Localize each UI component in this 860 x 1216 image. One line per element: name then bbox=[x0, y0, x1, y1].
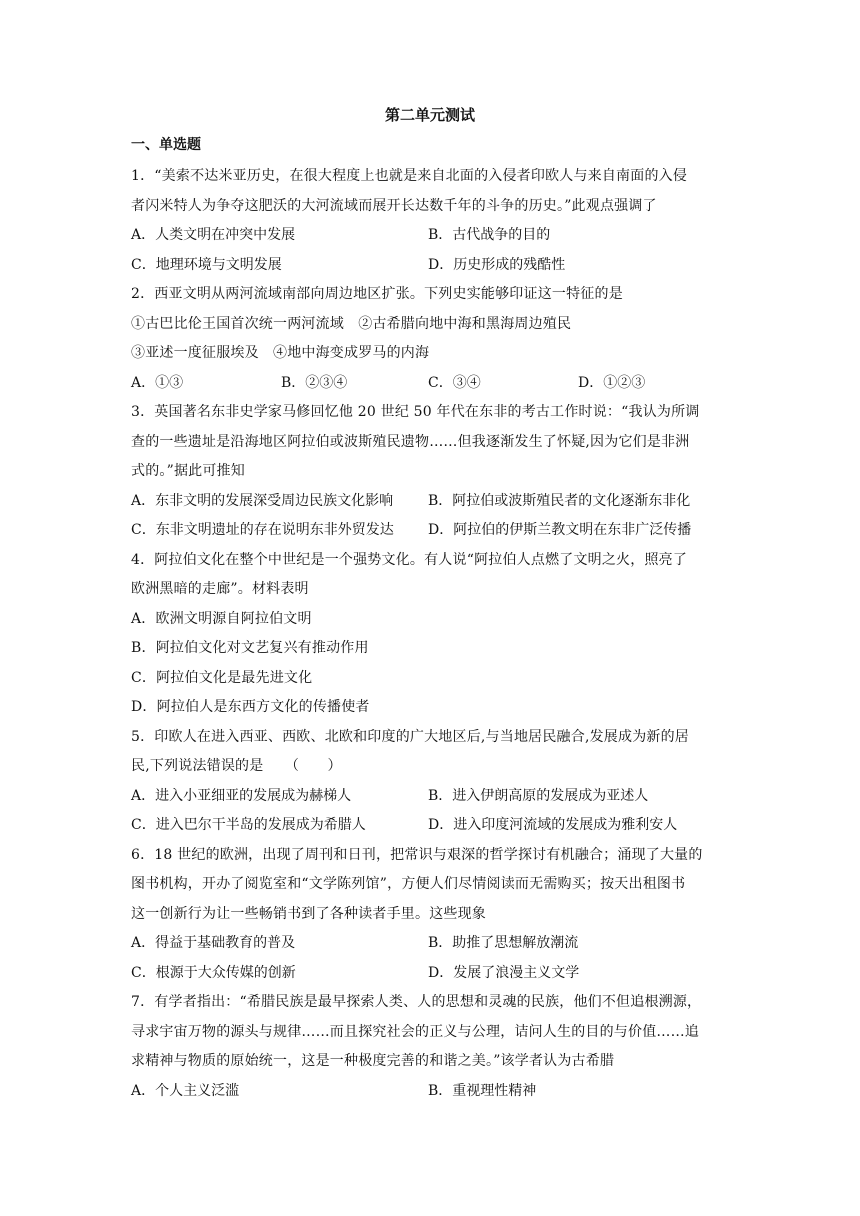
question-stem-line: 查的一些遗址是沿海地区阿拉伯或波斯殖民遗物……但我逐渐发生了怀疑,因为它们是非洲 bbox=[131, 433, 690, 450]
question-stem-line: ①古巴比伦王国首次统一两河流域 ②古希腊向地中海和黑海周边殖民 bbox=[131, 315, 572, 332]
option-a: A．欧洲文明源自阿拉伯文明 bbox=[131, 610, 312, 627]
question-stem-line: 图书机构，开办了阅览室和“文学陈列馆”，方便人们尽情阅读而无需购买；按天出租图书 bbox=[131, 876, 686, 892]
option-d: D．发展了浪漫主义文学 bbox=[428, 964, 580, 981]
question-stem-line: 这一创新行为让一些畅销书到了各种读者手里。这些现象 bbox=[131, 905, 486, 922]
option-d: D．历史形成的残酷性 bbox=[428, 256, 566, 273]
option-c: C．根源于大众传媒的创新 bbox=[131, 964, 296, 981]
option-b: B．助推了思想解放潮流 bbox=[428, 935, 579, 951]
option-b: B．②③④ bbox=[281, 374, 348, 391]
option-row bbox=[131, 251, 731, 281]
option-row bbox=[131, 929, 731, 959]
question-stem-line: 2．西亚文明从两河流域南部向周边地区扩张。下列史实能够印证这一特征的是 bbox=[131, 286, 623, 302]
question-stem-line: 欧洲黑暗的走廊”。材料表明 bbox=[131, 581, 309, 597]
question-stem-line: 者闪米特人为争夺这肥沃的大河流域而展开长达数千年的斗争的历史。”此观点强调了 bbox=[131, 197, 657, 214]
option-row bbox=[131, 1077, 731, 1107]
option-b: B．进入伊朗高原的发展成为亚述人 bbox=[428, 787, 649, 804]
option-c: C．进入巴尔干半岛的发展成为希腊人 bbox=[131, 817, 366, 833]
question-6 bbox=[131, 841, 731, 989]
question-stem-line: 寻求宇宙万物的源头与规律……而且探究社会的正义与公理，诘问人生的目的与价值……追 bbox=[131, 1023, 699, 1040]
question-stem-line: 式的。”据此可推知 bbox=[131, 463, 245, 479]
option-a: A．进入小亚细亚的发展成为赫梯人 bbox=[131, 787, 352, 804]
question-1 bbox=[131, 162, 731, 280]
question-stem-line: 4．阿拉伯文化在整个中世纪是一个强势文化。有人说“阿拉伯人点燃了文明之火，照亮了 bbox=[131, 551, 688, 568]
question-stem-line: 7．有学者指出：“希腊民族是最早探索人类、人的思想和灵魂的民族，他们不但追根溯源， bbox=[131, 994, 702, 1010]
question-stem-line: 6．18 世纪的欧洲，出现了周刊和日刊，把常识与艰深的哲学探讨有机融合；涌现了大量的 bbox=[131, 846, 703, 863]
option-a: A．东非文明的发展深受周边民族文化影响 bbox=[131, 492, 394, 509]
question-stem-line: ③亚述一度征服埃及 ④地中海变成罗马的内海 bbox=[131, 345, 430, 361]
option-a: A．得益于基础教育的普及 bbox=[131, 935, 296, 951]
question-4 bbox=[131, 546, 731, 723]
option-a: A．人类文明在冲突中发展 bbox=[131, 227, 296, 243]
question-3 bbox=[131, 398, 731, 546]
option-a: A．①③ bbox=[131, 374, 184, 391]
option-d: D．进入印度河流域的发展成为雅利安人 bbox=[428, 817, 678, 833]
question-7 bbox=[131, 988, 731, 1106]
option-row bbox=[131, 959, 731, 989]
question-stem-line: 3．英国著名东非史学家马修回忆他 20 世纪 50 年代在东非的考古工作时说：“我认为所调 bbox=[131, 404, 700, 420]
option-row bbox=[131, 516, 731, 546]
option-c: C．③④ bbox=[428, 374, 481, 391]
question-stem-line: 1．“美索不达米亚历史，在很大程度上也就是来自北面的入侵者印欧人与来自南面的入侵 bbox=[131, 168, 688, 184]
option-row bbox=[131, 221, 731, 251]
question-5 bbox=[131, 723, 731, 841]
option-row bbox=[131, 811, 731, 841]
section-heading: 一、单选题 bbox=[131, 137, 201, 153]
option-b: B．阿拉伯文化对文艺复兴有推动作用 bbox=[131, 640, 369, 656]
question-stem-line: 民,下列说法错误的是 （ ） bbox=[131, 758, 342, 774]
option-d: D．①②③ bbox=[578, 374, 646, 391]
option-c: C．东非文明遗址的存在说明东非外贸发达 bbox=[131, 522, 394, 538]
question-2 bbox=[131, 280, 731, 398]
page-title: 第二单元测试 bbox=[384, 106, 475, 124]
option-b: B．古代战争的目的 bbox=[428, 227, 551, 243]
option-c: C．地理环境与文明发展 bbox=[131, 256, 282, 273]
option-row bbox=[131, 369, 731, 399]
option-b: B．阿拉伯或波斯殖民者的文化逐渐东非化 bbox=[428, 492, 691, 509]
option-a: A．个人主义泛滥 bbox=[131, 1082, 240, 1099]
option-b: B．重视理性精神 bbox=[428, 1082, 537, 1099]
option-d: D．阿拉伯人是东西方文化的传播使者 bbox=[131, 699, 370, 715]
question-stem-line: 5．印欧人在进入西亚、西欧、北欧和印度的广大地区后,与当地居民融合,发展成为新的居 bbox=[131, 728, 690, 745]
question-stem-line: 求精神与物质的原始统一，这是一种极度完善的和谐之美。”该学者认为古希腊 bbox=[131, 1053, 615, 1069]
option-d: D．阿拉伯的伊斯兰教文明在东非广泛传播 bbox=[428, 522, 692, 538]
option-row bbox=[131, 487, 731, 517]
question-list bbox=[131, 162, 731, 1106]
option-row bbox=[131, 782, 731, 812]
option-c: C．阿拉伯文化是最先进文化 bbox=[131, 669, 313, 686]
